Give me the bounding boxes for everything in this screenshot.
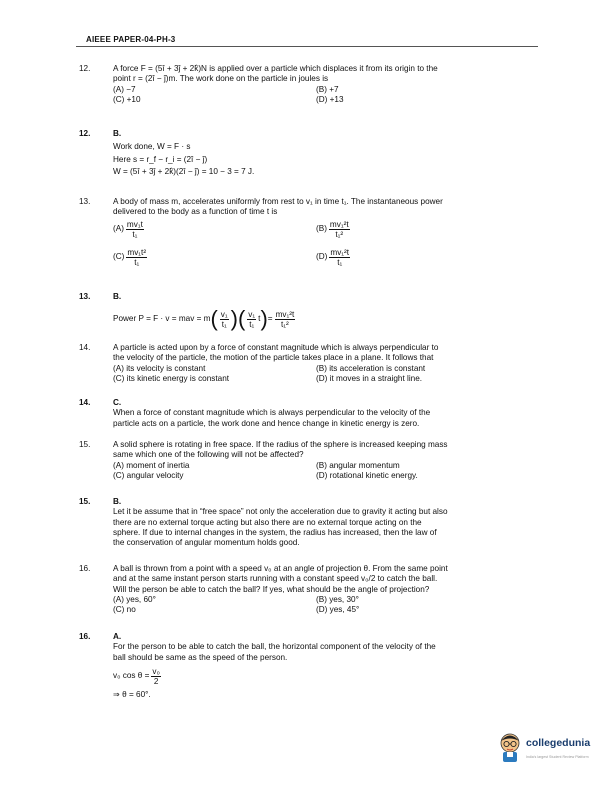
option-a-fraction: $\frac{\text{mv₁t}}{\text{t₁}}$: [126, 219, 143, 239]
solution-line: Let it be assume that in “free space” not only the acceleration due to gravity it acting but also: [113, 507, 448, 517]
option-b: (B) +7: [316, 84, 339, 94]
question-number: 13.: [79, 197, 91, 206]
answer-key: B.: [113, 497, 122, 506]
answer-number: 14.: [79, 398, 91, 407]
logo-wordmark: collegedunia: [526, 737, 591, 749]
fraction-v1-t1: $\frac{\text{v₁}}{\text{t₁}}$: [220, 309, 228, 329]
option-d: (D) +13: [316, 94, 344, 104]
answer-key: B.: [113, 292, 122, 301]
fraction-result: $\frac{\text{mv₁²t}}{\text{t₁²}}$: [275, 309, 295, 329]
option-b: (B) angular momentum: [316, 460, 400, 470]
solution-line: Work done, W = F · s: [113, 142, 191, 152]
option-label: (A): [113, 223, 124, 233]
equation-prefix: Power P = F · v = mav = m: [113, 314, 211, 324]
option-c: (C) angular velocity: [113, 470, 184, 480]
question-number: 14.: [79, 343, 91, 352]
answer-number: 15.: [79, 497, 91, 506]
option-d: (D) yes, 45°: [316, 605, 360, 615]
option-a: (A) its velocity is constant: [113, 363, 206, 373]
solution-line: sphere. If due to internal changes in the system, the radius has increased, then the law of: [113, 527, 437, 537]
option-label: (C): [113, 251, 125, 261]
question-number: 16.: [79, 564, 91, 573]
solution-line: Here s = r_f − r_i = (2î − ĵ): [113, 154, 208, 164]
solution-result: ⇒ θ = 60°.: [113, 689, 151, 699]
option-b-fraction: $\frac{\text{mv₁²t}}{\text{t₁²}}$: [329, 219, 349, 239]
question-text-line: and at the same instant person starts running with a constant speed v₀/2 to catch the ball.: [113, 574, 438, 584]
equation-prefix: v₀ cos θ =: [113, 671, 150, 681]
fraction-v1-t1-b: $\frac{\text{v₁}}{\text{t₁}}$: [248, 309, 256, 329]
student-mascot-icon: [495, 728, 525, 764]
header-rule: [76, 46, 538, 47]
option-d: (D) rotational kinetic energy.: [316, 470, 418, 480]
solution-line: ball should be same as the speed of the person.: [113, 652, 288, 662]
question-number: 15.: [79, 440, 91, 449]
equals-sign: =: [267, 314, 273, 324]
question-text-line: A solid sphere is rotating in free space. If the radius of the sphere is increased keeping mass: [113, 440, 448, 449]
option-c: (C) its kinetic energy is constant: [113, 373, 230, 383]
question-text-line: Will the person be able to catch the ball? If yes, what should be the angle of projection?: [113, 584, 430, 594]
option-a: (A) yes, 60°: [113, 594, 156, 604]
answer-key: B.: [113, 129, 122, 138]
solution-line: For the person to be able to catch the ball, the horizontal component of the velocity of the: [113, 642, 436, 652]
answer-number: 16.: [79, 632, 91, 641]
solution-line: W = (5î + 3ĵ + 2k̂)(2î − ĵ) = 10 − 3 = 7 J.: [113, 166, 255, 176]
option-d-fraction: $\frac{\text{mv₁²t}}{\text{t₁}}$: [330, 247, 350, 267]
solution-line: the conservation of angular momentum holds good.: [113, 538, 300, 548]
option-c-fraction: $\frac{\text{mv₁t²}}{\text{t₁}}$: [127, 247, 147, 267]
answer-number: 12.: [79, 129, 91, 138]
question-number: 12.: [79, 64, 91, 73]
equation-tail: t: [258, 314, 261, 324]
option-label: (B): [316, 223, 327, 233]
option-b: (B) its acceleration is constant: [316, 363, 426, 373]
solution-line: When a force of constant magnitude which is always perpendicular to the velocity of the: [113, 408, 431, 418]
question-text-line: same which one of the following will not be affected?: [113, 450, 304, 460]
question-text-line: delivered to the body as a function of time t is: [113, 207, 278, 217]
option-c: (C) +10: [113, 94, 141, 104]
fraction-v0-over-2: $\frac{\text{v₀}}{2}$: [152, 666, 160, 686]
solution-line: there are no external torque acting but also there are no external torque acting on the: [113, 517, 422, 527]
question-text-line: A ball is thrown from a point with a speed v₀ at an angle of projection θ. From the same point: [113, 564, 448, 573]
answer-number: 13.: [79, 292, 91, 301]
question-text-line: point r = (2î − ĵ)m. The work done on the particle in joules is: [113, 74, 329, 84]
solution-line: particle acts on a particle, the work done and hence change in kinetic energy is zero.: [113, 418, 420, 428]
question-text-line: A particle is acted upon by a force of constant magnitude which is always perpendicular to: [113, 343, 439, 352]
cos-equation: [113, 667, 541, 686]
question-text-line: A force F = (5î + 3ĵ + 2k̂)N is applied over a particle which displaces it from its origin to the: [113, 64, 438, 73]
power-equation: Power P = F · v = mav = m( $\frac{\text{v₁}}{\text{t₁}}$ )( $\frac{\text{v₁}}{\text{t₁}}$ t)= $\frac{\text{mv₁²t}}{\text{t₁²}}$: [113, 306, 295, 332]
question-text-line: A body of mass m, accelerates uniformly from rest to v₁ in time t₁. The instantaneous power: [113, 197, 443, 206]
option-label: (D): [316, 251, 328, 261]
answer-key: C.: [113, 398, 122, 407]
option-d: (D) it moves in a straight line.: [316, 373, 423, 383]
question-text-line: the velocity of the particle, the motion of the particle takes place in a plane. It follows that: [113, 353, 434, 363]
answer-key: A.: [113, 632, 122, 641]
page-header: AIEEE PAPER-04-PH-3: [86, 35, 176, 44]
option-a: (A) moment of inertia: [113, 460, 190, 470]
option-a: (A) −7: [113, 84, 136, 94]
option-c: (C) no: [113, 605, 136, 615]
logo-tagline: India's largest Student Review Platform: [526, 755, 589, 759]
option-b: (B) yes, 30°: [316, 594, 359, 604]
